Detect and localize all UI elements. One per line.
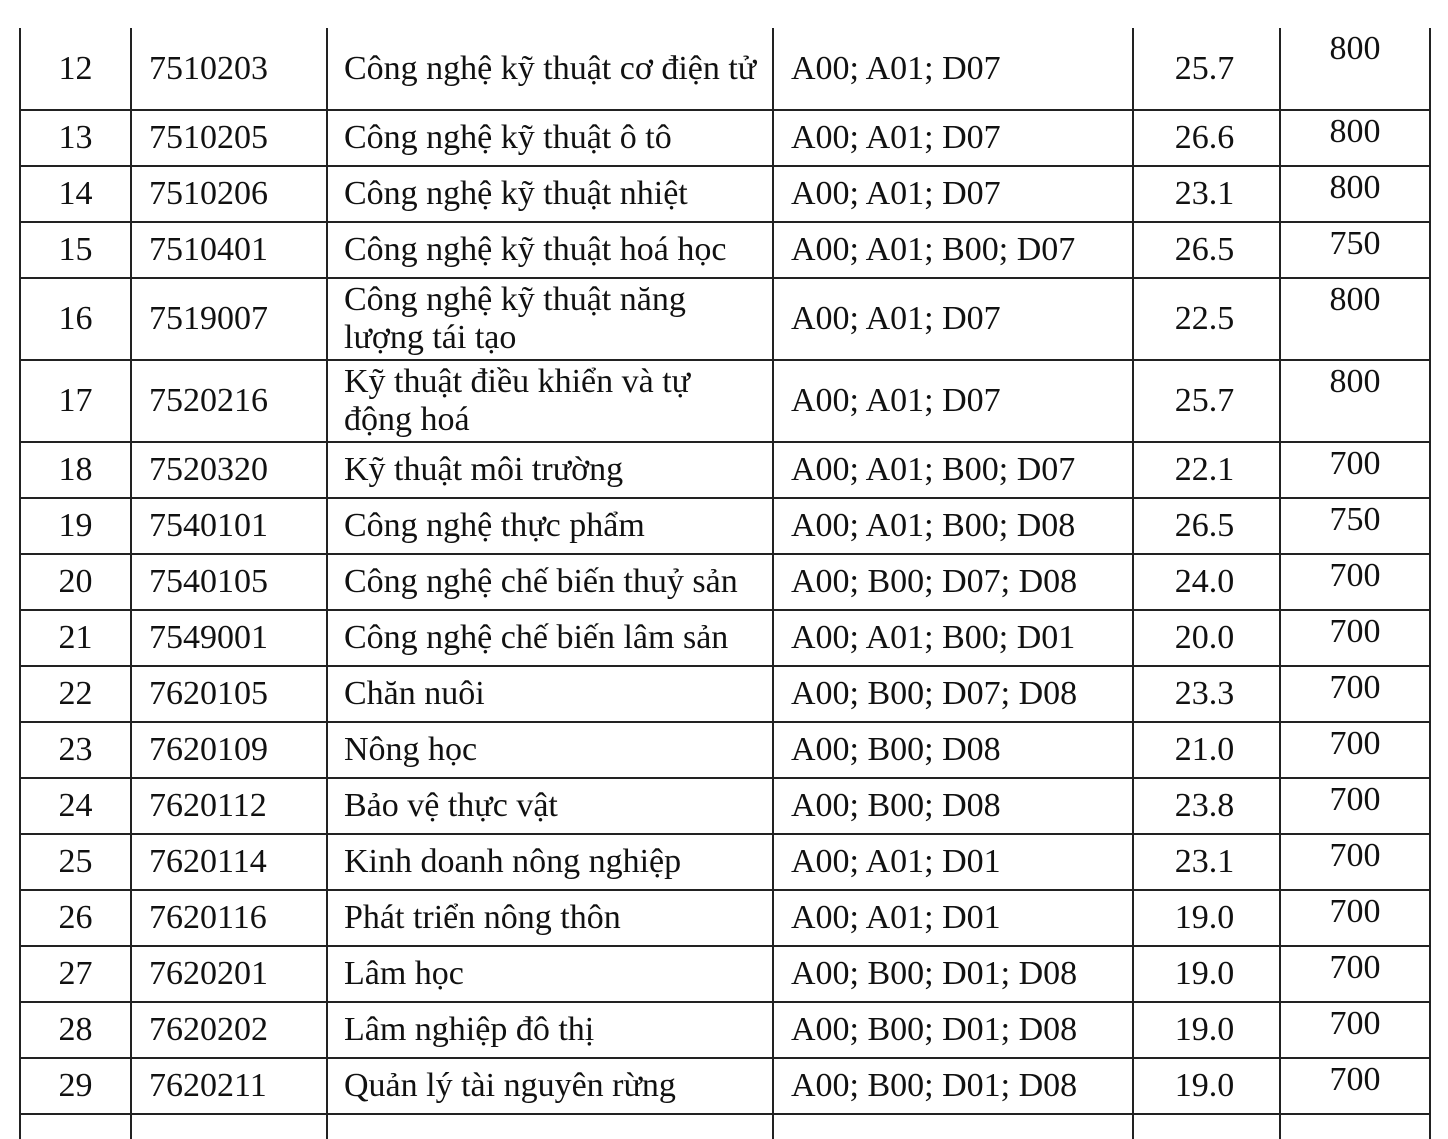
major-name-cell: Công nghệ kỹ thuật năng lượng tái tạo xyxy=(327,278,773,360)
table-row xyxy=(20,890,1430,946)
row-number-cell: 18 xyxy=(20,442,131,498)
row-number-cell: 13 xyxy=(20,110,131,166)
partial-cell xyxy=(1133,1114,1280,1139)
row-number-cell: 19 xyxy=(20,498,131,554)
table-row xyxy=(20,610,1430,666)
score-cell: 22.1 xyxy=(1133,442,1280,498)
major-code-cell: 7620202 xyxy=(131,1002,327,1058)
table-body xyxy=(20,28,1430,1139)
major-code-cell: 7620105 xyxy=(131,666,327,722)
quota-cell: 700 xyxy=(1280,722,1430,778)
major-code-cell: 7620201 xyxy=(131,946,327,1002)
quota-cell: 700 xyxy=(1280,610,1430,666)
subject-combinations-cell: A00; B00; D01; D08 xyxy=(773,1058,1133,1114)
major-code-cell: 7620109 xyxy=(131,722,327,778)
major-name-cell: Công nghệ chế biến lâm sản xyxy=(327,610,773,666)
subject-combinations-cell: A00; A01; B00; D07 xyxy=(773,222,1133,278)
table-row xyxy=(20,360,1430,442)
major-code-cell: 7620112 xyxy=(131,778,327,834)
major-name-cell: Công nghệ kỹ thuật cơ điện tử xyxy=(327,28,773,110)
admission-table xyxy=(19,28,1431,1139)
row-number-cell: 28 xyxy=(20,1002,131,1058)
subject-combinations-cell: A00; B00; D07; D08 xyxy=(773,666,1133,722)
major-code-cell: 7540101 xyxy=(131,498,327,554)
subject-combinations-cell: A00; A01; D01 xyxy=(773,890,1133,946)
row-number-cell: 16 xyxy=(20,278,131,360)
row-number-cell: 23 xyxy=(20,722,131,778)
row-number-cell: 20 xyxy=(20,554,131,610)
major-name-cell: Công nghệ kỹ thuật ô tô xyxy=(327,110,773,166)
major-name-cell: Kinh doanh nông nghiệp xyxy=(327,834,773,890)
major-name-cell: Kỹ thuật điều khiển và tự động hoá xyxy=(327,360,773,442)
major-code-cell: 7519007 xyxy=(131,278,327,360)
major-code-cell: 7520216 xyxy=(131,360,327,442)
score-cell: 23.8 xyxy=(1133,778,1280,834)
partial-cell xyxy=(20,1114,131,1139)
major-name-cell: Công nghệ thực phẩm xyxy=(327,498,773,554)
score-cell: 25.7 xyxy=(1133,360,1280,442)
quota-cell: 700 xyxy=(1280,1002,1430,1058)
score-cell: 24.0 xyxy=(1133,554,1280,610)
partial-cell xyxy=(327,1114,773,1139)
major-name-cell: Chăn nuôi xyxy=(327,666,773,722)
quota-cell: 700 xyxy=(1280,1058,1430,1114)
quota-cell: 800 xyxy=(1280,110,1430,166)
subject-combinations-cell: A00; B00; D07; D08 xyxy=(773,554,1133,610)
score-cell: 26.5 xyxy=(1133,222,1280,278)
score-cell: 23.1 xyxy=(1133,166,1280,222)
table-row xyxy=(20,222,1430,278)
quota-cell: 700 xyxy=(1280,442,1430,498)
major-code-cell: 7549001 xyxy=(131,610,327,666)
subject-combinations-cell: A00; A01; B00; D07 xyxy=(773,442,1133,498)
row-number-cell: 25 xyxy=(20,834,131,890)
major-name-cell: Công nghệ kỹ thuật nhiệt xyxy=(327,166,773,222)
major-code-cell: 7620211 xyxy=(131,1058,327,1114)
score-cell: 19.0 xyxy=(1133,1002,1280,1058)
table-row xyxy=(20,1058,1430,1114)
quota-cell: 700 xyxy=(1280,834,1430,890)
quota-cell: 800 xyxy=(1280,360,1430,442)
major-code-cell: 7540105 xyxy=(131,554,327,610)
row-number-cell: 21 xyxy=(20,610,131,666)
quota-cell: 750 xyxy=(1280,498,1430,554)
table-row xyxy=(20,498,1430,554)
row-number-cell: 17 xyxy=(20,360,131,442)
major-code-cell: 7510205 xyxy=(131,110,327,166)
subject-combinations-cell: A00; B00; D01; D08 xyxy=(773,946,1133,1002)
subject-combinations-cell: A00; A01; D07 xyxy=(773,278,1133,360)
row-number-cell: 24 xyxy=(20,778,131,834)
score-cell: 19.0 xyxy=(1133,1058,1280,1114)
major-code-cell: 7510206 xyxy=(131,166,327,222)
subject-combinations-cell: A00; A01; D07 xyxy=(773,28,1133,110)
major-code-cell: 7620114 xyxy=(131,834,327,890)
score-cell: 25.7 xyxy=(1133,28,1280,110)
score-cell: 22.5 xyxy=(1133,278,1280,360)
table-row xyxy=(20,666,1430,722)
table-row xyxy=(20,442,1430,498)
subject-combinations-cell: A00; A01; B00; D08 xyxy=(773,498,1133,554)
subject-combinations-cell: A00; B00; D08 xyxy=(773,778,1133,834)
major-code-cell: 7510203 xyxy=(131,28,327,110)
quota-cell: 750 xyxy=(1280,222,1430,278)
score-cell: 23.3 xyxy=(1133,666,1280,722)
score-cell: 26.5 xyxy=(1133,498,1280,554)
subject-combinations-cell: A00; A01; B00; D01 xyxy=(773,610,1133,666)
major-name-cell: Công nghệ chế biến thuỷ sản xyxy=(327,554,773,610)
major-name-cell: Kỹ thuật môi trường xyxy=(327,442,773,498)
partial-cell xyxy=(773,1114,1133,1139)
row-number-cell: 15 xyxy=(20,222,131,278)
row-number-cell: 12 xyxy=(20,28,131,110)
quota-cell: 700 xyxy=(1280,666,1430,722)
score-cell: 26.6 xyxy=(1133,110,1280,166)
subject-combinations-cell: A00; A01; D01 xyxy=(773,834,1133,890)
quota-cell: 700 xyxy=(1280,946,1430,1002)
subject-combinations-cell: A00; A01; D07 xyxy=(773,360,1133,442)
table-row-partial xyxy=(20,1114,1430,1139)
major-name-cell: Phát triển nông thôn xyxy=(327,890,773,946)
major-name-cell: Lâm nghiệp đô thị xyxy=(327,1002,773,1058)
score-cell: 19.0 xyxy=(1133,890,1280,946)
major-name-cell: Bảo vệ thực vật xyxy=(327,778,773,834)
subject-combinations-cell: A00; A01; D07 xyxy=(773,110,1133,166)
score-cell: 20.0 xyxy=(1133,610,1280,666)
major-code-cell: 7520320 xyxy=(131,442,327,498)
table-row xyxy=(20,28,1430,110)
table-row xyxy=(20,722,1430,778)
table-row xyxy=(20,778,1430,834)
table-row xyxy=(20,110,1430,166)
score-cell: 21.0 xyxy=(1133,722,1280,778)
row-number-cell: 22 xyxy=(20,666,131,722)
table-row xyxy=(20,166,1430,222)
partial-cell xyxy=(1280,1114,1430,1139)
row-number-cell: 27 xyxy=(20,946,131,1002)
major-name-cell: Lâm học xyxy=(327,946,773,1002)
quota-cell: 800 xyxy=(1280,278,1430,360)
quota-cell: 800 xyxy=(1280,166,1430,222)
row-number-cell: 14 xyxy=(20,166,131,222)
major-name-cell: Quản lý tài nguyên rừng xyxy=(327,1058,773,1114)
quota-cell: 700 xyxy=(1280,554,1430,610)
major-name-cell: Nông học xyxy=(327,722,773,778)
partial-cell xyxy=(131,1114,327,1139)
quota-cell: 800 xyxy=(1280,28,1430,110)
subject-combinations-cell: A00; B00; D01; D08 xyxy=(773,1002,1133,1058)
major-code-cell: 7620116 xyxy=(131,890,327,946)
table-row xyxy=(20,278,1430,360)
score-cell: 19.0 xyxy=(1133,946,1280,1002)
subject-combinations-cell: A00; B00; D08 xyxy=(773,722,1133,778)
row-number-cell: 29 xyxy=(20,1058,131,1114)
quota-cell: 700 xyxy=(1280,890,1430,946)
score-cell: 23.1 xyxy=(1133,834,1280,890)
subject-combinations-cell: A00; A01; D07 xyxy=(773,166,1133,222)
table-row xyxy=(20,834,1430,890)
table-row xyxy=(20,946,1430,1002)
major-code-cell: 7510401 xyxy=(131,222,327,278)
table-row xyxy=(20,554,1430,610)
major-name-cell: Công nghệ kỹ thuật hoá học xyxy=(327,222,773,278)
row-number-cell: 26 xyxy=(20,890,131,946)
quota-cell: 700 xyxy=(1280,778,1430,834)
table-row xyxy=(20,1002,1430,1058)
